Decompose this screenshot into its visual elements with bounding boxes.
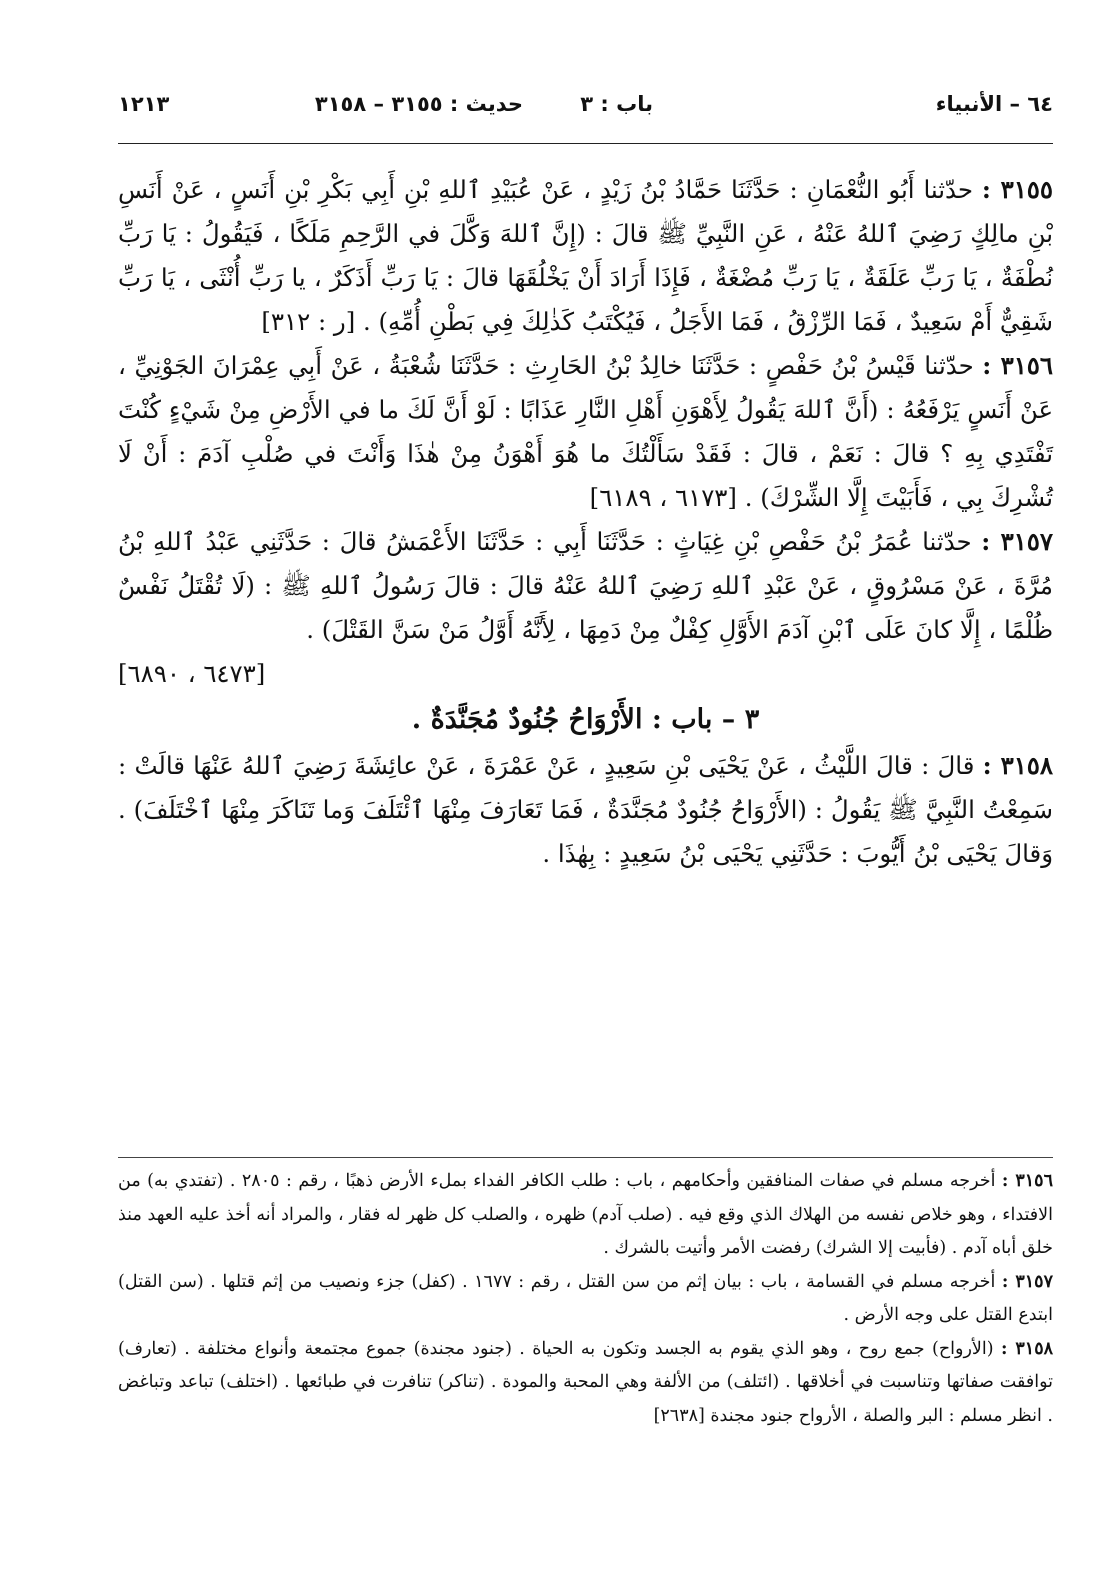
- hadith-number: ٣١٥٧ :: [981, 527, 1053, 556]
- footnote-divider: [118, 1157, 1053, 1158]
- footnote-number: ٣١٥٨ :: [1001, 1338, 1053, 1359]
- footnote-3156: [118, 1165, 1053, 1266]
- main-text: [118, 168, 1053, 876]
- footnotes: [118, 1165, 1053, 1433]
- hadith-3156: [118, 344, 1053, 520]
- footnote-number: ٣١٥٦ :: [1001, 1171, 1053, 1191]
- footnote-text: (الأرواح) جمع روح ، وهو الذي يقوم به الجسد وتكون به الحياة . (جنود مجندة) جموع مجتمعة وأنواع مختلفة . (تعارف) توافقت صفاتها وتناسبت في أخلاقها . (ائتلف) من الألفة وهي المحبة والمودة . (تناكر) تنافرت في طبائعها . (اختلف) تباعد وتباغض . انظر مسلم : البر والصلة ، الأرواح جنود مجندة [٢٦٣٨]: [118, 1338, 1053, 1426]
- hadith-3157: [118, 520, 1053, 696]
- bab-number: باب : ٣: [580, 92, 653, 116]
- hadith-number: ٣١٥٥ :: [981, 175, 1053, 204]
- footnote-text: أخرجه مسلم في صفات المنافقين وأحكامهم ، باب : طلب الكافر الفداء بملء الأرض ذهبًا ، رقم : ٢٨٠٥ . (تفتدي به) من الافتداء ، وهو خلاص نفسه من الهلاك الذي وقع فيه . (صلب آدم) ظهره ، والصلب كل ظهر له فقار ، والمراد أنه أخذ عليه العهد منذ خلق أباه آدم . (فأبيت إلا الشرك) رفضت الأمر وأتيت بالشرك .: [118, 1171, 1053, 1258]
- hadith-number: ٣١٥٨ :: [982, 751, 1053, 780]
- header-divider: [118, 143, 1053, 144]
- page-number: ١٢١٣: [118, 92, 170, 116]
- hadith-3158: [118, 744, 1053, 876]
- footnote-text: أخرجه مسلم في القسامة ، باب : بيان إثم من سن القتل ، رقم : ١٦٧٧ . (كفل) جزء ونصيب من إثم قتلها . (سن القتل) ابتدع القتل على وجه الأرض .: [118, 1271, 1053, 1325]
- hadith-range: حديث : ٣١٥٥ – ٣١٥٨: [314, 92, 523, 116]
- hadith-refs: [٦٤٧٣ ، ٦٨٩٠]: [118, 659, 266, 688]
- hadith-text: حدّثنا قَيْسُ بْنُ حَفْصٍ : حَدَّثَنَا خالِدُ بْنُ الحَارِثِ : حَدَّثَنَا شُعْبَةُ ، عَنْ أَبِي عِمْرَانَ الجَوْنِيِّ ، عَنْ أَنَسٍ يَرْفَعُهُ : (أَنَّ ٱللهَ يَقُولُ لِأَهْوَنِ أَهْلِ النَّارِ عَذَابًا : لَوْ أَنَّ لَكَ ما في الأَرْضِ مِنْ شَيْءٍ كُنْتَ تَفْتَدِي بِهِ ؟ قالَ : نَعَمْ ، قالَ : فَقَدْ سَأَلْتُكَ ما هُوَ أَهْوَنُ مِنْ هٰذَا وَأَنْتَ في صُلْبِ آدَمَ : أَنْ لَا تُشْرِكَ بِي ، فَأَبَيْتَ إِلَّا الشِّرْكَ) .: [118, 351, 1053, 512]
- page-header: [118, 88, 1053, 128]
- hadith-text: حدّثنا عُمَرُ بْنُ حَفْصِ بْنِ غِيَاثٍ : حَدَّثَنَا أَبِي : حَدَّثَنَا الأَعْمَشُ قالَ : حَدَّثَنِي عَبْدُ ٱللهِ بْنُ مُرَّةَ ، عَنْ مَسْرُوقٍ ، عَنْ عَبْدِ ٱللهِ رَضِيَ ٱللهُ عَنْهُ قالَ : قالَ رَسُولُ ٱللهِ ﷺ : (لَا تُقْتَلُ نَفْسٌ ظُلْمًا ، إِلَّا كانَ عَلَى ٱبْنِ آدَمَ الأَوَّلِ كِفْلٌ مِنْ دَمِهَا ، لِأَنَّهُ أَوَّلُ مَنْ سَنَّ القَتْلَ) .: [118, 527, 1053, 644]
- footnote-number: ٣١٥٧ :: [1001, 1271, 1053, 1292]
- footnote-3157: [118, 1266, 1053, 1333]
- hadith-3155: [118, 168, 1053, 344]
- footnote-3158: [118, 1333, 1053, 1434]
- hadith-text: قالَ : قالَ اللَّيْثُ ، عَنْ يَحْيَى بْنِ سَعِيدٍ ، عَنْ عَمْرَةَ ، عَنْ عائِشَةَ رَضِيَ ٱللهُ عَنْهَا قالَتْ : سَمِعْتُ النَّبِيَّ ﷺ يَقُولُ : (الأَرْوَاحُ جُنُودٌ مُجَنَّدَةٌ ، فَمَا تَعَارَفَ مِنْهَا ٱئْتَلَفَ وَما تَنَاكَرَ مِنْهَا ٱخْتَلَفَ) . وَقالَ يَحْيَى بْنُ أَيُّوبَ : حَدَّثَنِي يَحْيَى بْنُ سَعِيدٍ : بِهٰذَا .: [118, 751, 1053, 868]
- hadith-text: حدّثنا أَبُو النُّعْمَانِ : حَدَّثَنَا حَمَّادُ بْنُ زَيْدٍ ، عَنْ عُبَيْدِ ٱللهِ بْنِ أَبِي بَكْرِ بْنِ أَنَسٍ ، عَنْ أَنَسِ بْنِ مالِكٍ رَضِيَ ٱللهُ عَنْهُ ، عَنِ النَّبِيِّ ﷺ قالَ : (إِنَّ ٱللهَ وَكَّلَ في الرَّحِمِ مَلَكًا ، فَيَقُولُ : يَا رَبِّ نُطْفَةٌ ، يَا رَبِّ عَلَقَةٌ ، يَا رَبِّ مُضْغَةٌ ، فَإِذَا أَرَادَ أَنْ يَخْلُقَهَا قالَ : يَا رَبِّ أَذَكَرٌ ، يا رَبِّ أُنْثَى ، يَا رَبِّ شَقِيٌّ أَمْ سَعِيدٌ ، فَمَا الرِّزْقُ ، فَمَا الأَجَلُ ، فَيُكْتَبُ كَذٰلِكَ فِي بَطْنِ أُمِّهِ) .: [118, 175, 1053, 336]
- hadith-refs: [ر : ٣١٢]: [261, 307, 356, 336]
- hadith-number: ٣١٥٦ :: [982, 351, 1053, 380]
- bab-title: ٣ – باب : الأَرْوَاحُ جُنُودٌ مُجَنَّدَةٌ .: [411, 704, 760, 735]
- chapter-title: ٦٤ – الأنبياء: [935, 92, 1053, 116]
- hadith-refs: [٦١٧٣ ، ٦١٨٩]: [589, 483, 737, 512]
